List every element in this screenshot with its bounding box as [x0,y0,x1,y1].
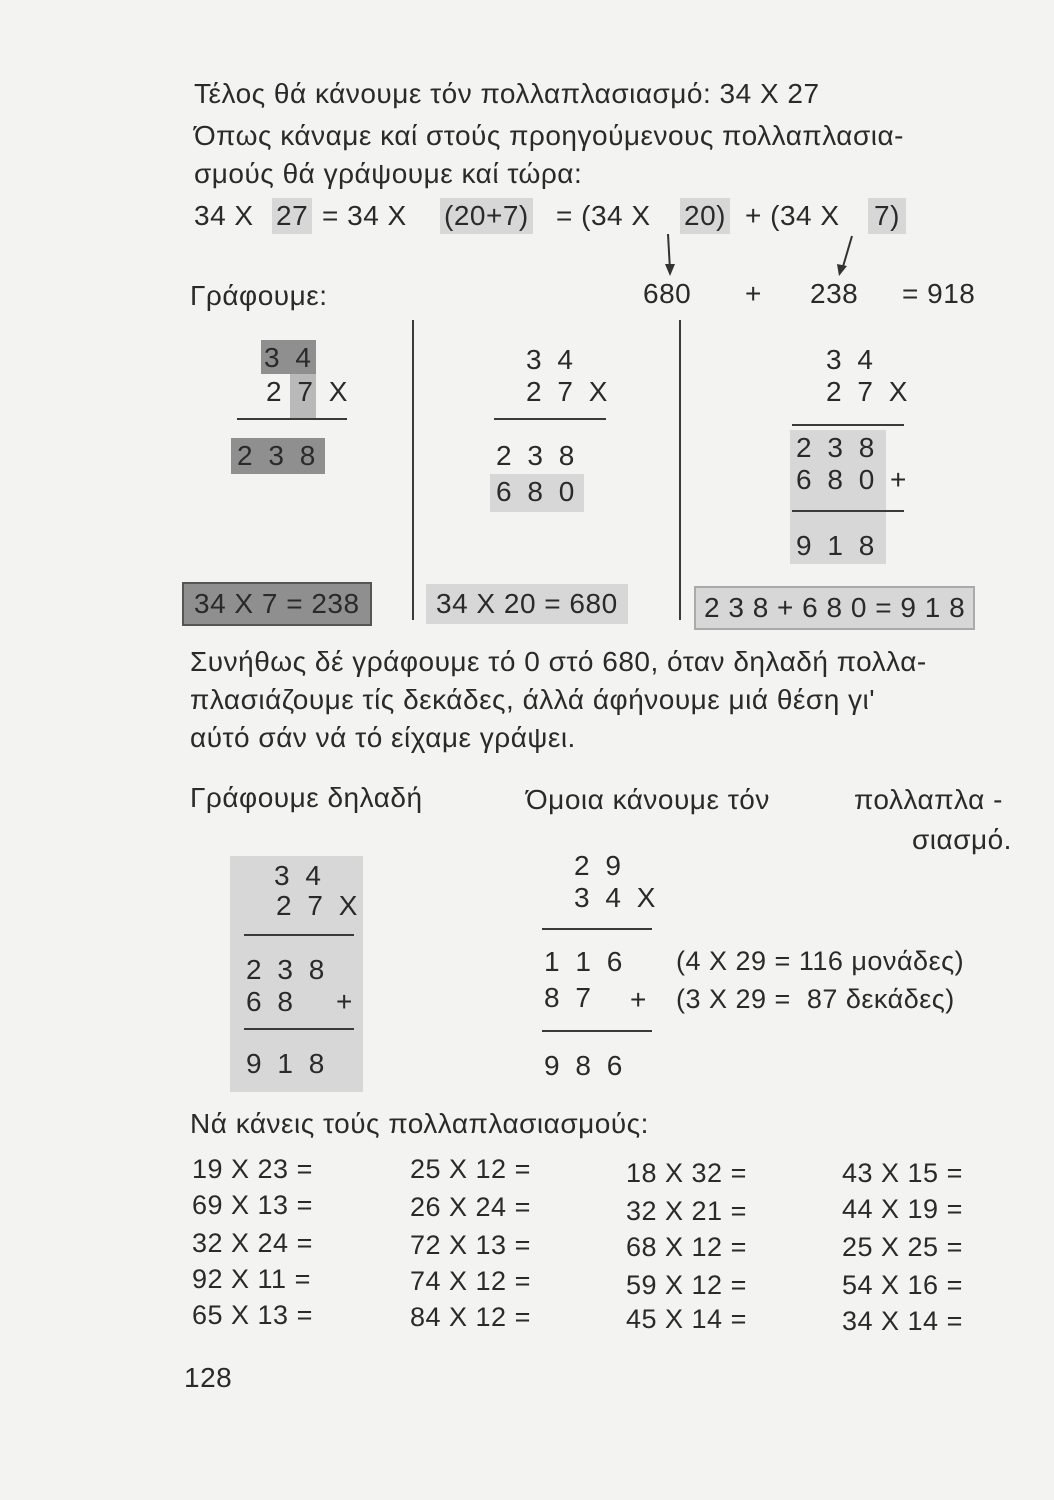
similar-heading-1: Όμοια κάνουμε τόν [526,784,770,815]
exercise-item: 54 Χ 16 = [842,1270,963,1300]
arrow-down-icon-2 [842,236,852,270]
arrow-icons [640,232,880,278]
p3-total: 9 1 8 [796,530,879,561]
similar-rule-1 [542,928,652,930]
exercise-item: 68 Χ 12 = [626,1232,747,1262]
result-plus: + [745,278,762,309]
similar-partial-2: 8 7 [544,982,595,1013]
exercise-item: 92 Χ 11 = [192,1264,311,1294]
arrow-head-icon-2 [837,264,847,276]
similar-note-2: (3 Χ 29 = 87 δεκάδες) [676,984,955,1014]
exercise-item: 43 Χ 15 = [842,1158,963,1188]
p2-top: 3 4 [526,344,577,375]
similar-note-1: (4 Χ 29 = 116 μονάδες) [676,946,965,976]
arrow-head-icon-1 [665,264,675,276]
p1-caption: 34 Χ 7 = 238 [182,582,372,626]
intro-line-2: Όπως κάναμε καί στούς προηγούμενους πολλαπλασια- [194,120,904,151]
explanation-line-1: Συνήθως δέ γράφουμε τό 0 στό 680, όταν δηλαδή πολλα- [190,646,927,677]
page-number: 128 [184,1362,233,1393]
exercises-heading: Νά κάνεις τούς πολλαπλασιασμούς: [190,1108,649,1139]
eq-part-e: = (34 Χ [556,200,651,231]
intro-line-1: Τέλος θά κάνουμε τόν πολλαπλασιασμό: 34 Χ 27 [194,78,820,109]
similar-bottom: 3 4 Χ [574,882,660,913]
compact-top: 3 4 [274,860,325,891]
exercise-item: 69 Χ 13 = [192,1190,313,1220]
result-total: = 918 [902,278,976,309]
eq-part-f: 20) [680,198,730,234]
exercise-item: 74 Χ 12 = [410,1266,531,1296]
p3-partial-1: 2 3 8 [796,432,879,463]
similar-heading-3: σιασμό. [912,824,1012,855]
exercise-item: 25 Χ 12 = [410,1154,531,1184]
compact-heading: Γράφουμε δηλαδή [190,782,423,813]
p2-bottom: 2 7 Χ [526,376,612,407]
panel-divider-2 [679,320,681,620]
exercise-item: 45 Χ 14 = [626,1304,747,1334]
compact-partial-1: 2 3 8 [246,954,329,985]
exercise-item: 25 Χ 25 = [842,1232,963,1262]
p3-rule-2 [792,510,904,512]
similar-rule-2 [542,1030,652,1032]
explanation-line-3: αύτό σάν νά τό είχαμε γράψει. [190,722,576,753]
exercise-item: 18 Χ 32 = [626,1158,747,1188]
p3-partial-2: 6 8 0 + [796,464,911,495]
exercise-item: 34 Χ 14 = [842,1306,963,1336]
eq-part-g: + (34 Χ [745,200,840,231]
compact-plus: + [336,986,353,1017]
eq-part-d: (20+7) [440,198,533,234]
p2-caption: 34 Χ 20 = 680 [426,584,628,624]
compact-rule-2 [244,1028,354,1030]
eq-part-b: 27 [272,198,312,234]
p1-rule [237,418,347,420]
similar-top: 2 9 [574,850,625,881]
p2-partial-2: 6 8 0 [490,474,584,512]
similar-total: 9 8 6 [544,1050,627,1081]
compact-bottom: 2 7 Χ [276,890,362,921]
exercise-item: 72 Χ 13 = [410,1230,531,1260]
exercise-item: 19 Χ 23 = [192,1154,313,1184]
p3-rule-1 [792,424,904,426]
compact-partial-2: 6 8 [246,986,297,1017]
similar-partial-1: 1 1 6 [544,946,627,977]
intro-line-3: σμούς θά γράψουμε καί τώρα: [194,158,583,189]
eq-part-c: = 34 Χ [322,200,407,231]
p2-rule [494,418,606,420]
panel-divider-1 [412,320,414,620]
p3-top: 3 4 [826,344,877,375]
p3-caption: 2 3 8 + 6 8 0 = 9 1 8 [694,586,975,630]
exercise-item: 32 Χ 24 = [192,1228,313,1258]
similar-heading-2: πολλαπλα - [854,784,1003,815]
p1-partial: 2 3 8 [231,438,325,474]
exercise-item: 65 Χ 13 = [192,1300,313,1330]
compact-rule-1 [244,934,354,936]
explanation-line-2: πλασιάζουμε τίς δεκάδες, άλλά άφήνουμε μιά θέση γι' [190,684,876,715]
similar-plus: + [630,984,647,1015]
result-value-238: 238 [810,278,859,309]
eq-part-a: 34 Χ [194,200,254,231]
result-value-680: 680 [643,278,692,309]
p1-top: 3 4 [264,342,315,373]
exercise-item: 84 Χ 12 = [410,1302,531,1332]
p1-bottom: 2 7 Χ [266,376,352,407]
exercise-item: 32 Χ 21 = [626,1196,747,1226]
result-label: Γράφουμε: [190,280,328,311]
eq-part-h: 7) [868,198,906,234]
exercise-item: 26 Χ 24 = [410,1192,531,1222]
p2-partial-1: 2 3 8 [496,440,579,471]
compact-total: 9 1 8 [246,1048,329,1079]
exercise-item: 44 Χ 19 = [842,1194,963,1224]
exercise-item: 59 Χ 12 = [626,1270,747,1300]
p3-bottom: 2 7 Χ [826,376,912,407]
